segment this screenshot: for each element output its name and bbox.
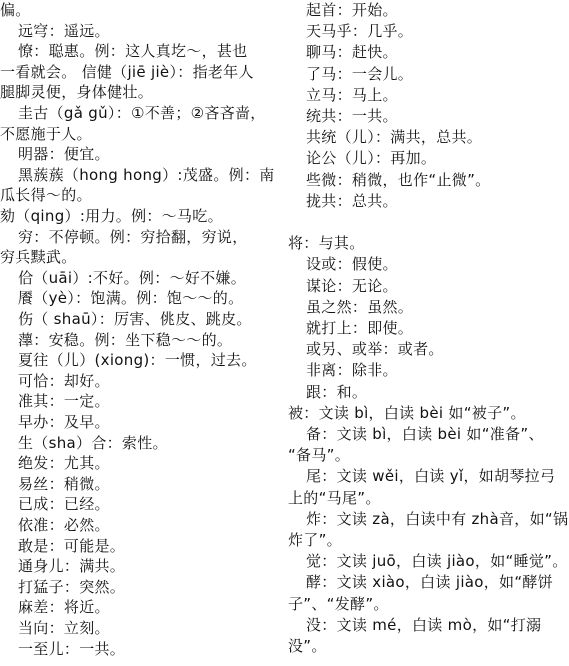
text-line: 早办：及早。 — [18, 413, 110, 431]
text-line: 起首：开始。 — [306, 1, 398, 19]
text-line: 就打上：即使。 — [306, 319, 414, 337]
text-line: 穷：不停顿。例：穷拾翻，穷说， — [18, 227, 248, 246]
text-line: 酵：文读 xiào，白读 jiào，如“酵饼 — [306, 573, 554, 592]
text-line: 炸了”。 — [288, 531, 342, 549]
text-line: 虽之然：虽然。 — [306, 297, 414, 316]
text-line: 夏往（儿）(xiong)：一惯，过去。 — [18, 351, 257, 370]
text-line: 些微：稍微，也作“止微”。 — [306, 170, 491, 189]
text-line: 穷兵黩武。 — [0, 248, 77, 267]
text-line: 准其：一定。 — [18, 392, 110, 411]
text-line: 麻差：将近。 — [18, 598, 110, 617]
text-line: 谋论：无论。 — [306, 276, 398, 295]
text-line: 没”。 — [288, 637, 327, 655]
text-line: 打猛子：突然。 — [18, 577, 126, 596]
text-line: 佮（uāi）:不好。例：～好不嫌。 — [18, 268, 247, 287]
text-line: 一至儿：一共。 — [18, 639, 126, 658]
text-line: 了马：一会儿。 — [306, 64, 414, 83]
text-line: 餍（yè）：饱满。例：饱～～的。 — [18, 289, 244, 308]
text-line: “备马”。 — [288, 446, 351, 465]
text-line: 明器：便宜。 — [18, 145, 110, 164]
text-line: 通身儿：满共。 — [18, 557, 126, 576]
text-line: 憭：聪惠。例：这人真圪～，甚也 — [18, 42, 248, 61]
text-line: 当向：立刻。 — [18, 619, 110, 637]
text-line: 拢共：总共。 — [306, 191, 398, 210]
text-line: 偏。 — [0, 1, 31, 19]
text-line: 论公（儿）：再加。 — [306, 149, 437, 168]
text-line: 腿脚灵便，身体健壮。 — [0, 83, 154, 102]
text-line: 依准：必然。 — [18, 516, 110, 534]
text-line: 已成：已经。 — [18, 495, 110, 514]
text-line: 天马乎：几乎。 — [306, 22, 414, 41]
text-line: 伤（ shaū）：厉害、佻皮、跳皮。 — [18, 310, 252, 328]
text-line: 统共：一共。 — [306, 107, 398, 125]
text-line: 远穹：遥远。 — [18, 21, 110, 40]
text-line: 聊马：赶快。 — [306, 43, 398, 62]
text-line: 备：文读 bì，白读 bèi 如“准备”、 — [306, 425, 544, 443]
text-line: 绝发：尤其。 — [18, 454, 110, 473]
text-line: 跟：和。 — [306, 382, 368, 401]
text-line: 被：文读 bì，白读 bèi 如“被子”。 — [288, 403, 526, 422]
text-line: 上的“马尾”。 — [288, 488, 381, 507]
text-line: 可恰：却好。 — [18, 371, 110, 390]
text-line: 劾（qing）:用力。例：～马吃。 — [0, 207, 223, 225]
text-line: 非离：除非。 — [306, 361, 398, 380]
text-line: 觉：文读 juō，白读 jiào，如“睡觉”。 — [306, 552, 568, 571]
text-line: 易丝：稍微。 — [18, 474, 110, 493]
text-line: 设或：假使。 — [306, 255, 398, 274]
text-line: 生（sha）合：索性。 — [18, 433, 168, 452]
text-line: 黑蔟蔟（hong hong）:茂盛。例：南 — [18, 165, 275, 184]
text-line: 共统（儿）：满共，总共。 — [306, 128, 483, 147]
text-line: 一看就会。 信健（jiē jiè）：指老年人 — [0, 62, 254, 81]
text-line: 将：与其。 — [288, 234, 365, 253]
text-line: 敢是：可能是。 — [18, 536, 126, 555]
text-line: 尾：文读 wěi，白读 yǐ，如胡琴拉弓 — [306, 467, 556, 486]
text-line: 不愿施于人。 — [0, 124, 92, 143]
text-line: 䕪：安稳。例：坐下稳～～的。 — [18, 330, 233, 349]
text-line: 圭古（gǎ gǔ）：①不善；②吝吝啬， — [18, 104, 266, 122]
text-line: 瓜长得～的。 — [0, 186, 92, 205]
text-line: 子”、“发酵”。 — [288, 594, 389, 613]
text-line: 或另、或举：或者。 — [306, 340, 444, 359]
text-line: 炸：文读 zà，白读中有 zhà音，如“锅 — [306, 509, 569, 528]
text-line: 立马：马上。 — [306, 85, 398, 104]
text-line: 没：文读 mé，白读 mò，如“打溺 — [306, 615, 542, 634]
